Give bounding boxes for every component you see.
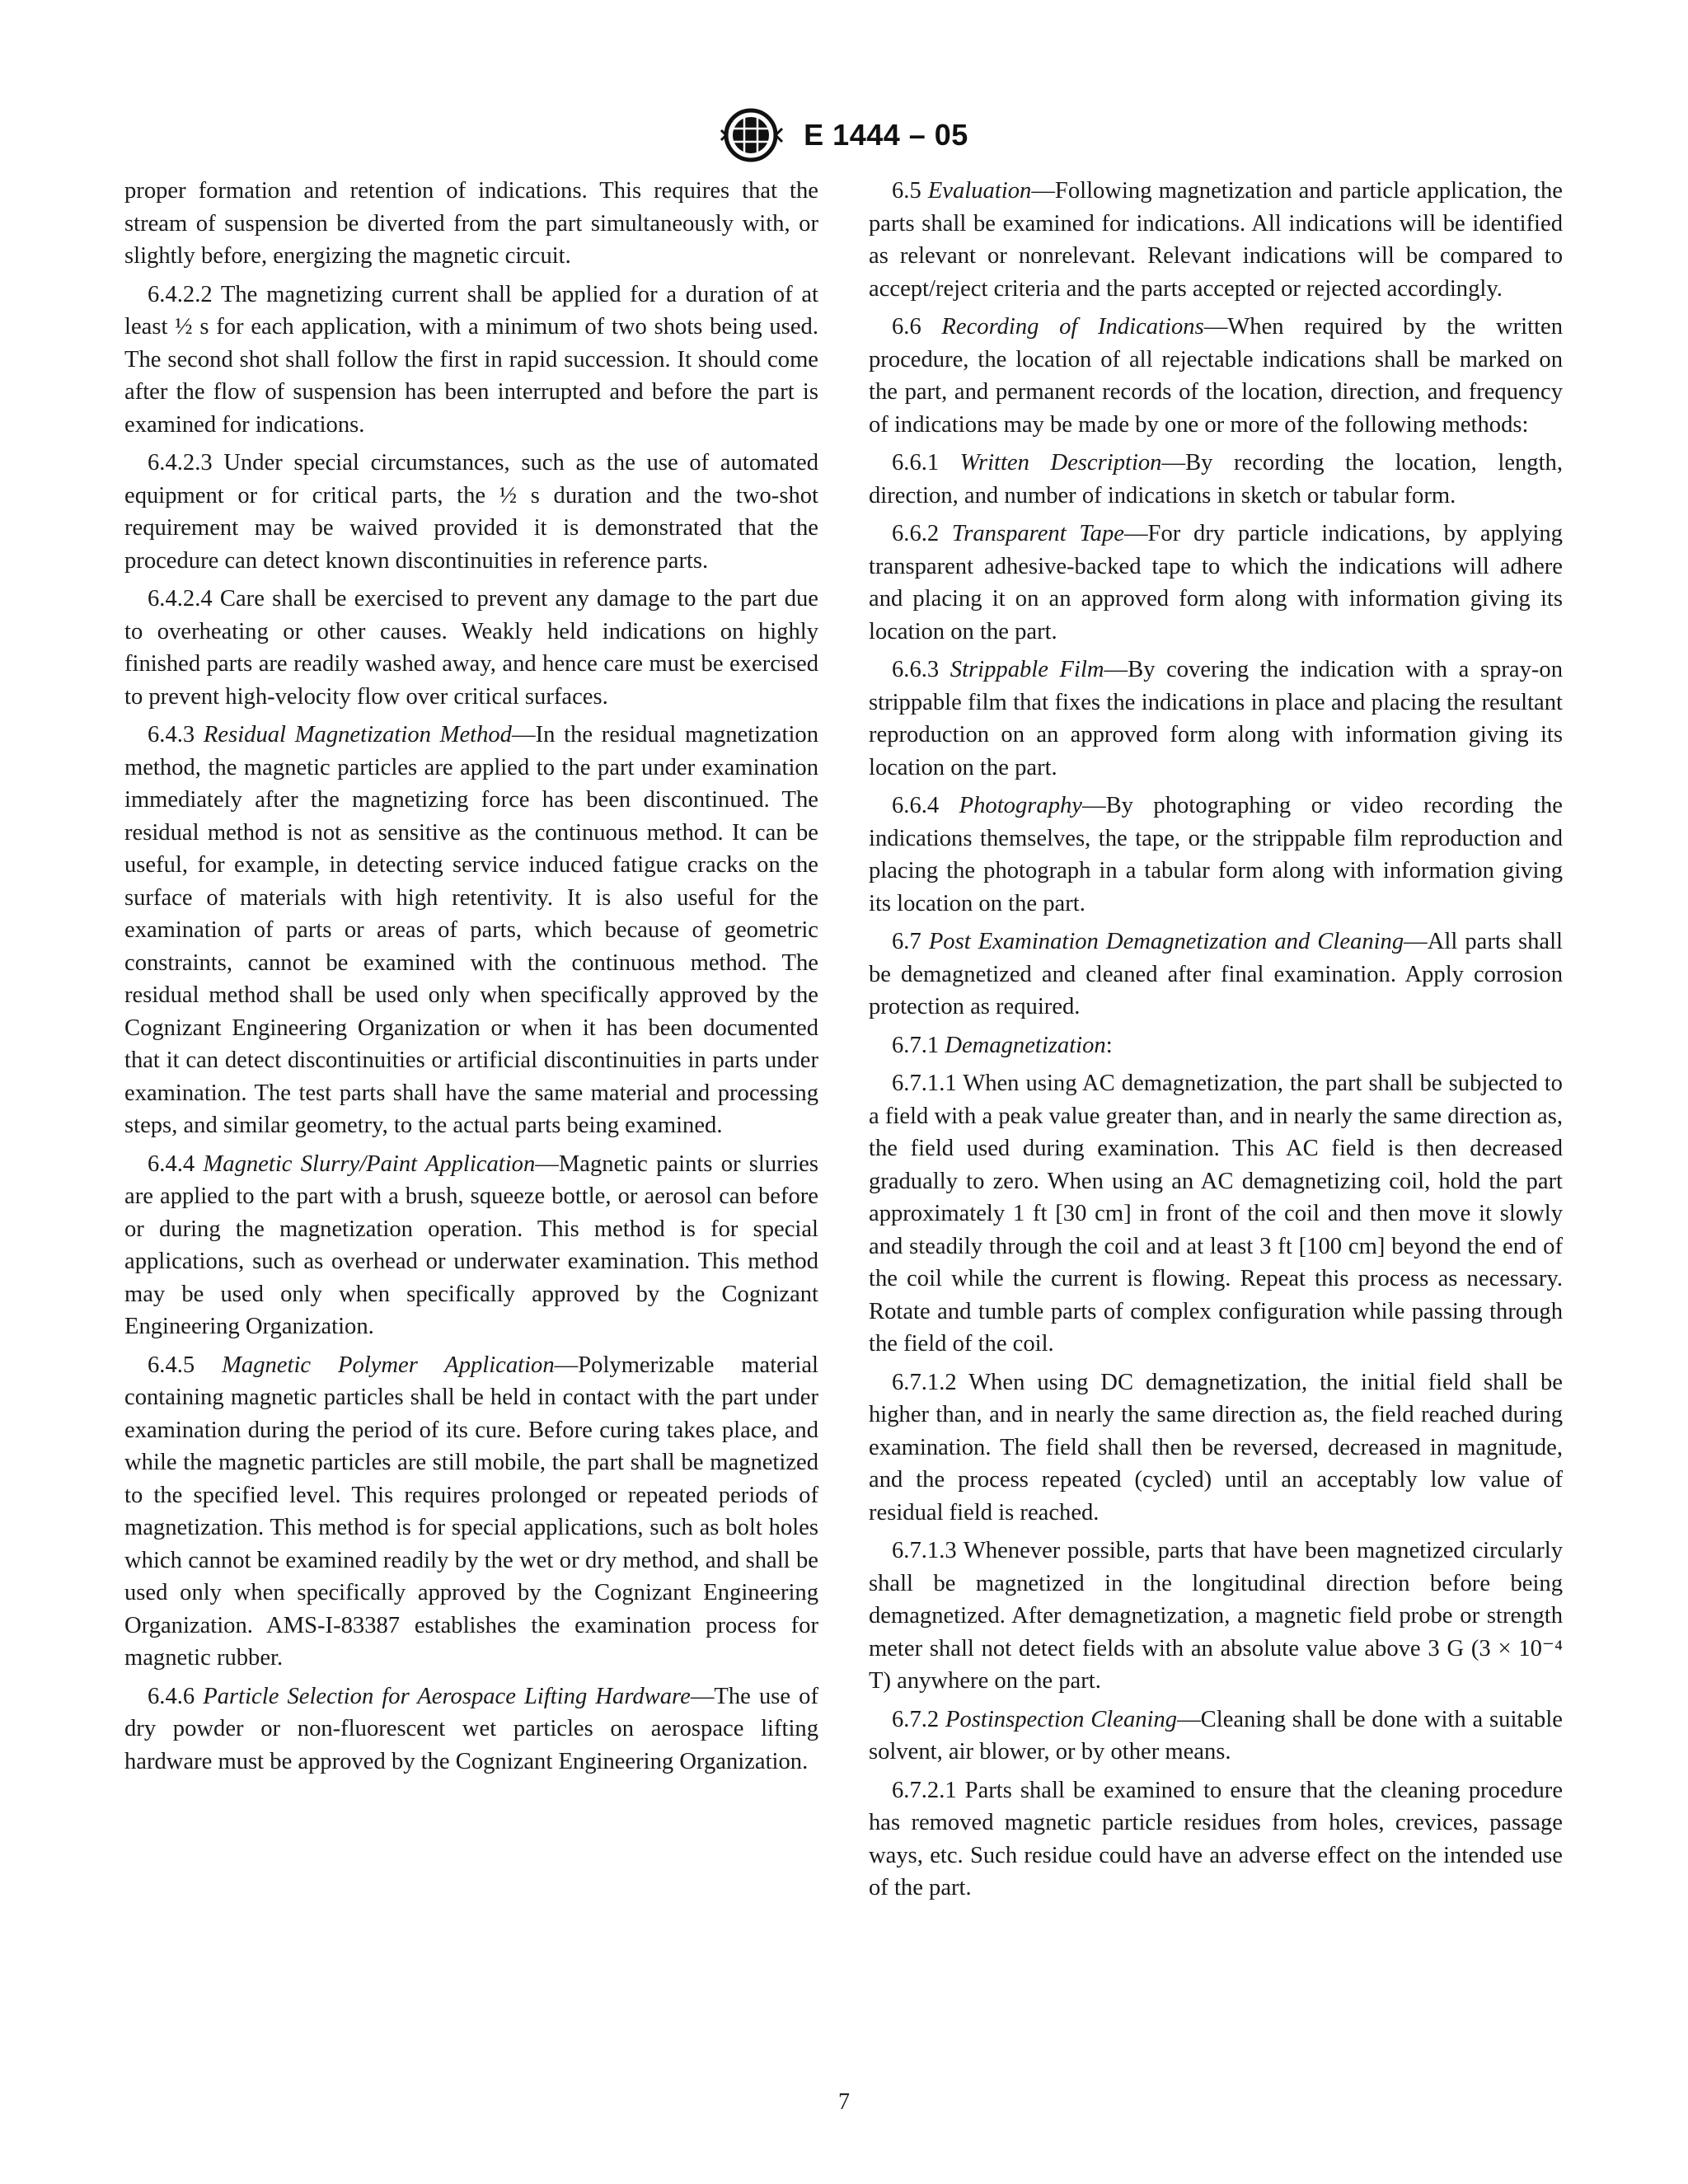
continuation-paragraph: proper formation and retention of indications. This requires that the stream of suspension be diverted from the part simultaneously with, or slightly before, energizing the magnetic circuit. [124, 178, 818, 269]
section-paragraph [124, 1680, 818, 1779]
section-text: Parts shall be examined to ensure that the cleaning procedure has removed magnetic particle residues from holes, crevices, passage ways, etc. Such residue could have an adverse effect on the intended use of the part. [869, 1777, 1564, 1900]
section-text: By photographing or video recording the indications themselves, the tape, or the strippable film reproduction and placing the photograph in a tabular form along with information giving its location on the part. [869, 793, 1563, 916]
section-number: 6.6.3 [892, 657, 940, 682]
section-number: 6.6.1 [892, 450, 940, 476]
section-number: 6.7.2 [892, 1706, 940, 1732]
page-header [0, 102, 1688, 168]
section-number: 6.4.2.4 [148, 586, 213, 612]
title-separator: — [1104, 657, 1128, 682]
section-paragraph [869, 1366, 1563, 1530]
section-paragraph [869, 311, 1563, 441]
section-text: Magnetic paints or slurries are applied to the part with a brush, squeeze bottle, or aerosol can before or during the magnetization operation. This method is for special applications, such as overhead or underwater examination. This method may be used only when specifically approved by the Cognizant Engineering Organization. [124, 1151, 818, 1339]
section-title: Postinspection Cleaning [945, 1706, 1178, 1732]
section-title: Recording of Indications [941, 314, 1204, 340]
section-number: 6.6.4 [892, 793, 940, 818]
section-title: Photography [959, 793, 1082, 818]
section-text: Under special circumstances, such as the use of automated equipment or for critical parts, the ½ s duration and the two-shot requirement may be waived provided it is demonstrated that the procedure can detect known discontinuities in reference parts. [124, 450, 818, 574]
section-number: 6.7.1.3 [892, 1538, 957, 1563]
section-title: Strippable Film [950, 657, 1104, 682]
title-separator: — [1081, 793, 1106, 818]
section-paragraph [869, 518, 1563, 648]
section-paragraph [869, 1704, 1563, 1769]
title-separator: — [1123, 521, 1148, 546]
section-paragraph [124, 719, 818, 1142]
section-paragraph [124, 447, 818, 577]
section-number: 6.7.2.1 [892, 1777, 957, 1803]
section-number: 6.5 [892, 178, 921, 204]
section-text: For dry particle indications, by applying transparent adhesive-backed tape to which the indications will adhere and placing it on an approved form along with information giving its location on the part. [869, 521, 1563, 644]
section-number: 6.4.4 [148, 1151, 195, 1177]
section-paragraph [869, 926, 1563, 1024]
section-title: Demagnetization [945, 1032, 1106, 1058]
title-separator: — [1177, 1706, 1201, 1732]
section-text: The use of dry powder or non-fluorescent wet particles on aerospace lifting hardware must be approved by the Cognizant Engineering Organization. [124, 1683, 818, 1774]
section-text: In the residual magnetization method, the magnetic particles are applied to the part under examination immediately after the magnetizing force has been discontinued. The residual method is not as sensitive as the continuous method. It can be useful, for example, in detecting service induced fatigue cracks on the surface of materials with high retentivity. It is also useful for the examination of parts or areas of parts, which because of geometric constraints, cannot be examined with the continuous method. The residual method shall be used only when specifically approved by the Cognizant Engineering Organization or when it has been documented that it can detect discontinuities or artificial discontinuities in parts under examination. The test parts shall have the same material and processing steps, and similar geometry, to the actual parts being examined. [124, 722, 818, 1138]
astm-logo-icon [720, 105, 789, 165]
section-text: Whenever possible, parts that have been magnetized circularly shall be magnetized in the longitudinal direction before being demagnetized. After demagnetization, a magnetic field probe or strength meter shall not detect fields with an absolute value above 3 G (3 × 10⁻⁴ T) anywhere on the part. [869, 1538, 1563, 1694]
section-text: Polymerizable material containing magnetic particles shall be held in contact with the part under examination during the period of its cure. Before curing takes place, and while the magnetic particles are still mobile, the part shall be magnetized to the specified level. This requires prolonged or repeated periods of magnetization. This method is for special applications, such as bolt holes which cannot be examined readily by the wet or dry method, and shall be used only when specifically approved by the Cognizant Engineering Organization. AMS-I-83387 establishes the examination process for magnetic rubber. [124, 1352, 818, 1671]
title-separator: — [690, 1683, 715, 1709]
section-number: 6.4.5 [148, 1352, 195, 1378]
section-paragraph [869, 1067, 1563, 1361]
section-title: Residual Magnetization Method [203, 722, 512, 748]
section-text: When using DC demagnetization, the initial field shall be higher than, and in nearly the same direction as, the field reached during examination. The field shall then be reversed, decreased in magnitude, and the process repeated (cycled) until an acceptably low value of residual field is reached. [869, 1369, 1563, 1526]
title-separator: — [1404, 929, 1428, 954]
section-title: Particle Selection for Aerospace Lifting Hardware [203, 1683, 691, 1709]
right-column [869, 175, 1563, 1910]
section-number: 6.6.2 [892, 521, 940, 546]
section-number: 6.4.2.2 [148, 281, 213, 307]
section-number: 6.7 [892, 929, 921, 954]
section-paragraph [869, 1029, 1563, 1062]
section-text: Care shall be exercised to prevent any damage to the part due to overheating or other causes. Weakly held indications on highly finished parts are readily washed away, and hence care must be exercised to prevent high-velocity flow over critical surfaces. [124, 586, 818, 710]
section-paragraph [124, 1349, 818, 1675]
page-number: 7 [838, 2089, 850, 2115]
section-title: Written Description [959, 450, 1162, 476]
section-number: 6.4.3 [148, 722, 195, 748]
section-text: Following magnetization and particle application, the parts shall be examined for indications. All indications will be identified as relevant or nonrelevant. Relevant indications will be compared to accept/reject criteria and the parts accepted or rejected accordingly. [869, 178, 1563, 302]
standard-designation: E 1444 – 05 [804, 118, 968, 152]
section-paragraph [869, 447, 1563, 512]
section-paragraph [869, 654, 1563, 784]
section-title: Magnetic Slurry/Paint Application [203, 1151, 536, 1177]
section-text: By recording the location, length, direction, and number of indications in sketch or tabular form. [869, 450, 1563, 509]
section-title: Transparent Tape [951, 521, 1124, 546]
section-text: When using AC demagnetization, the part shall be subjected to a field with a peak value greater than, and in nearly the same direction as, the field used during examination. This AC field is then decreased gradually to zero. When using an AC demagnetizing coil, hold the part approximately 1 ft [30 cm] in front of the coil and then move it slowly and steadily through the coil and at least 3 ft [100 cm] beyond the end of the coil while the current is flowing. Repeat this process as necessary. Rotate and tumble parts of complex configuration while passing through the field of the coil. [869, 1071, 1563, 1357]
title-separator: — [535, 1151, 559, 1177]
section-paragraph [869, 1774, 1563, 1905]
section-paragraph [124, 279, 818, 442]
section-number: 6.4.6 [148, 1683, 195, 1709]
title-separator: — [1161, 450, 1186, 476]
title-separator: — [511, 722, 536, 748]
section-text: When required by the written procedure, the location of all rejectable indications shall be marked on the part, and permanent records of the location, direction, and frequency of indications may be made by one or more of the following methods: [869, 314, 1563, 438]
section-text: Cleaning shall be done with a suitable solvent, air blower, or by other means. [869, 1706, 1563, 1765]
section-paragraph [869, 790, 1563, 920]
section-text: The magnetizing current shall be applied for a duration of at least ½ s for each application, with a minimum of two shots being used. The second shot shall follow the first in rapid succession. It should come after the flow of suspension has been interrupted and before the part is examined for indications. [124, 281, 818, 438]
section-text: All parts shall be demagnetized and cleaned after final examination. Apply corrosion protection as required. [869, 929, 1564, 1019]
section-paragraph [869, 1535, 1563, 1698]
title-separator: — [1031, 178, 1055, 204]
section-title: Magnetic Polymer Application [222, 1352, 555, 1378]
section-number: 6.7.1.1 [892, 1071, 957, 1096]
section-number: 6.4.2.3 [148, 450, 213, 476]
section-number: 6.7.1 [892, 1032, 940, 1058]
section-text: By covering the indication with a spray-on strippable film that fixes the indications in place and placing the resultant reproduction on an approved form along with information giving its location on the part. [869, 657, 1563, 780]
section-paragraph [124, 583, 818, 713]
title-separator: — [554, 1352, 579, 1378]
title-separator: — [1203, 314, 1228, 340]
title-separator: : [1105, 1032, 1113, 1058]
section-paragraph [869, 175, 1563, 305]
section-number: 6.6 [892, 314, 921, 340]
section-title: Post Examination Demagnetization and Cleaning [928, 929, 1404, 954]
section-title: Evaluation [927, 178, 1032, 204]
section-number: 6.7.1.2 [892, 1369, 957, 1395]
left-column [124, 175, 818, 1783]
section-paragraph [124, 1148, 818, 1343]
